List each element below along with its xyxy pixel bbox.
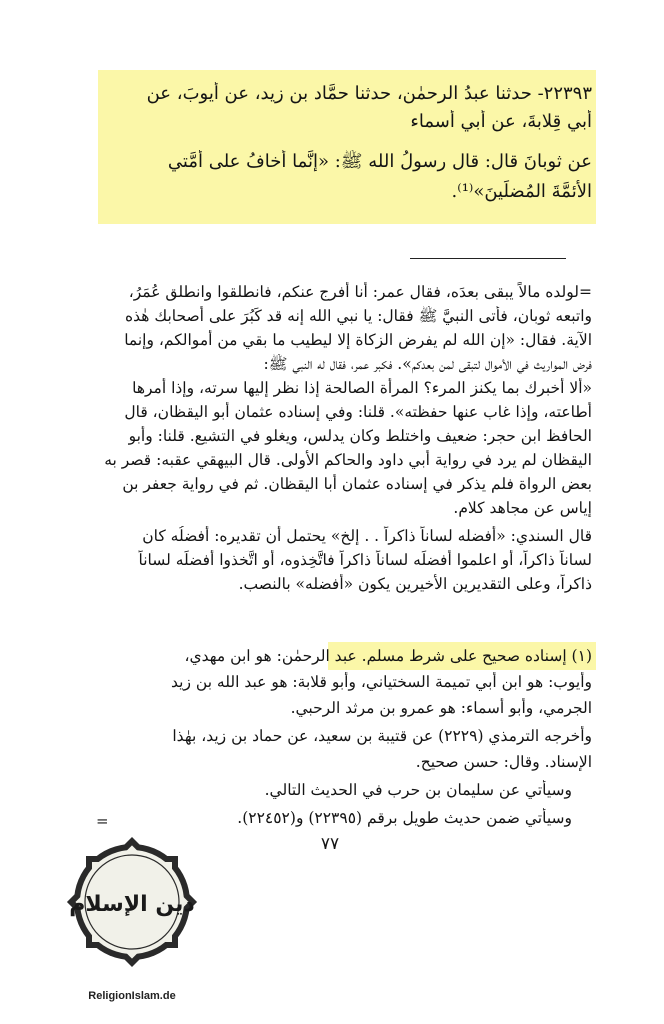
- footnote-line-3: الجرمي، وأبو أسماء: هو عمرو بن مرثد الرحبي.: [290, 699, 592, 717]
- commentary-line-6: أطاعته، وإذا غاب عنها حفظته». قلنا: وفي إسناده عثمان أبو اليقظان، قال: [124, 403, 592, 421]
- continuation-marker: =: [96, 812, 109, 830]
- commentary-line-10: إياس عن مجاهد كلام.: [453, 499, 592, 517]
- footnote-line-7: وسيأتي ضمن حديث طويل برقم (٢٢٣٩٥) و(٢٢٤٥٢).: [237, 809, 572, 827]
- hadith-line-4: الأئمَّةَ المُضلِّينَ»⁽¹⁾.: [451, 181, 592, 202]
- hadith-line-1: ٢٢٣٩٣- حدثنا عبدُ الرحمٰن، حدثنا حمَّاد بن زيد، عن أيوبَ، عن: [146, 83, 592, 104]
- logo-calligraphy: دين الإسلام: [69, 892, 195, 917]
- sindi-line-1: قال السندي: «أفضله لساناً ذاكراً . . إلخ» يحتمل أن تقديره: أفضلُه كان: [142, 527, 592, 545]
- footnote-line-1: (١) إسناده صحيح على شرط مسلم. عبد الرحمٰن: هو ابن مهدي،: [184, 647, 592, 665]
- page-number: ٧٧: [320, 834, 340, 854]
- commentary-line-5: «ألا أخبرك بما يكنز المرء؟ المرأة الصالحة إذا نظر إليها سرته، وإذا أمرها: [132, 379, 592, 397]
- footnote-separator: [410, 258, 566, 259]
- commentary-line-2: واتبعه ثوبان، فأتى النبيَّ ﷺ فقال: يا نبي الله إنه قد كَبُرَ على أصحابك هٰذه: [125, 307, 592, 325]
- logo-caption: ReligionIslam.de: [88, 990, 176, 1002]
- footnote-line-6: وسيأتي عن سليمان بن حرب في الحديث التالي.: [264, 781, 572, 799]
- sindi-line-3: ذاكراً، وعلى التقديرين الأخيرين يكون «أفضله» بالنصب.: [238, 575, 592, 593]
- commentary-line-7: الحافظ ابن حجر: ضعيف واختلط وكان يدلس، ويغلو في التشيع. قلنا: وأبو: [128, 427, 592, 445]
- religionislam-logo: [48, 818, 216, 986]
- commentary-line-1: =لولده مالاً يبقى بعدَه، فقال عمر: أنا أفرج عنكم، فانطلقوا وانطلق عُمَرُ،: [128, 283, 592, 301]
- hadith-line-3: عن ثوبانَ قال: قال رسولُ الله ﷺ: «إنَّما أخافُ على أُمَّتي: [167, 151, 592, 172]
- footnote-line-2: وأيوب: هو ابن أبي تميمة السختياني، وأبو قلابة: هو عبد الله بن زيد: [171, 673, 592, 691]
- commentary-line-4: فرض المواريث في الأموال لتبقى لمن بعدكم». فكبر عمر، فقال له النبي ﷺ:: [263, 355, 592, 373]
- commentary-line-8: اليقظان لم يرد في رواية أبي داود والحاكم الأولى. قال البيهقي عقبه: قصر به: [104, 451, 592, 469]
- footnote-line-5: الإسناد. وقال: حسن صحيح.: [415, 753, 592, 771]
- sindi-line-2: لساناً ذاكراً، أو اعلموا أفضلَه لساناً ذاكراً فاتَّخِذوه، أو اتَّخذوا أفضلَه لساناً: [138, 551, 592, 569]
- footnote-line-4: وأخرجه الترمذي (٢٢٢٩) عن قتيبة بن سعيد، عن حماد بن زيد، بهٰذا: [172, 727, 592, 745]
- commentary-line-9: بعض الرواة فلم يذكر في إسناده عثمان أبا اليقظان. ثم في رواية جعفر بن: [122, 475, 592, 493]
- hadith-line-2: أبي قِلابةَ، عن أبي أسماء: [410, 111, 592, 132]
- commentary-line-3: الآية. فقال: «إن الله لم يفرض الزكاة إلا ليطيب ما بقي من أموالكم، وإنما: [124, 331, 592, 349]
